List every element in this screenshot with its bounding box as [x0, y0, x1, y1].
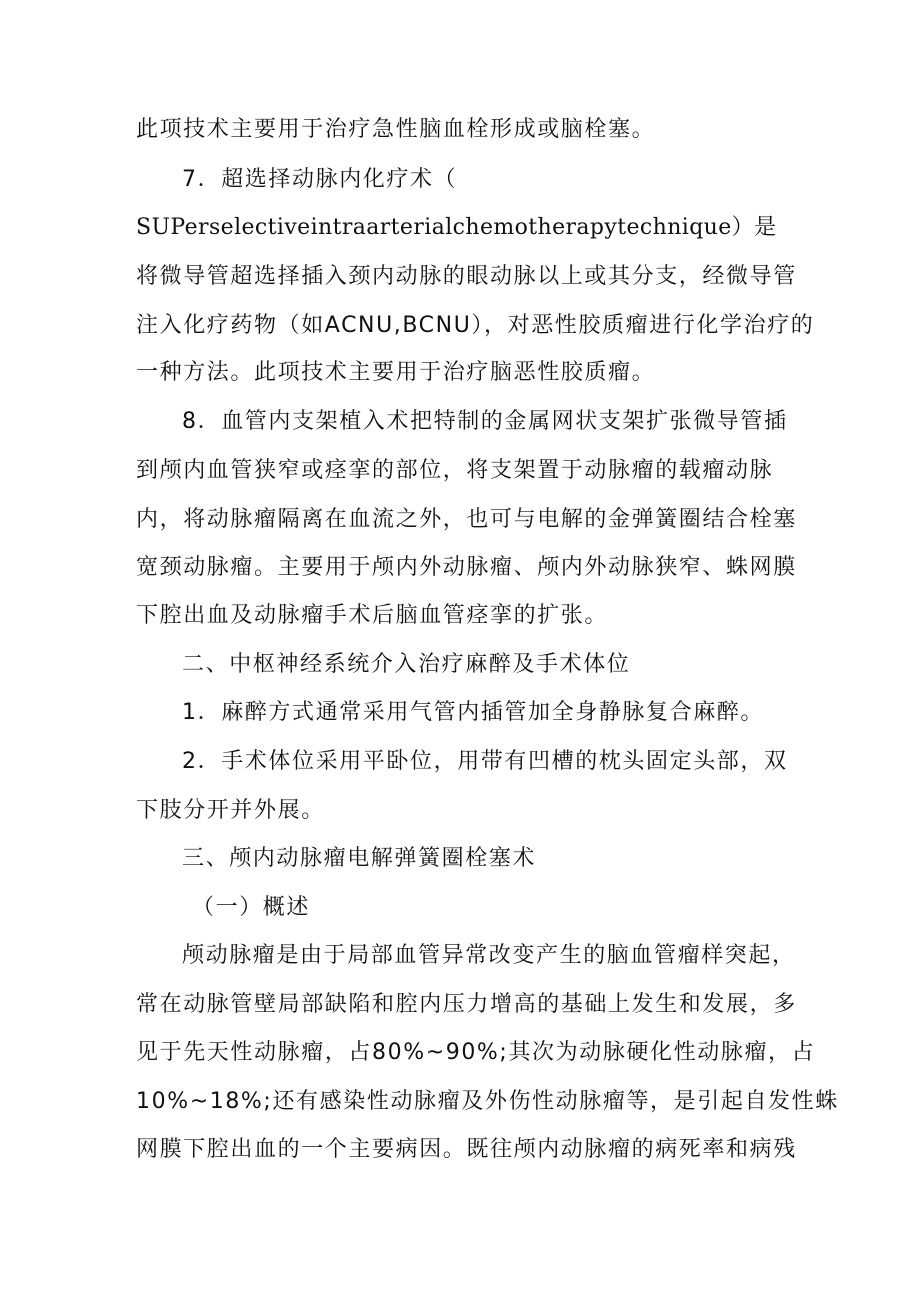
text-line: 常在动脉管壁局部缺陷和腔内压力增高的基础上发生和发展，多 — [136, 992, 797, 1017]
text-line: 1．麻醉方式通常采用气管内插管加全身静脉复合麻醉。 — [182, 700, 764, 725]
text-line: 内，将动脉瘤隔离在血流之外，也可与电解的金弹簧圈结合栓塞 — [136, 507, 797, 532]
text-line: 一种方法。此项技术主要用于治疗脑恶性胶质瘤。 — [136, 360, 656, 385]
text-line: SUPerselectiveintraarterialchemotherapytechnique）是 — [136, 215, 777, 240]
section-heading: 三、颅内动脉瘤电解弹簧圈栓塞术 — [182, 846, 537, 871]
text-line: 将微导管超选择插入颈内动脉的眼动脉以上或其分支，经微导管 — [136, 264, 797, 289]
text-line: 见于先天性动脉瘤，占80%~90%;其次为动脉硬化性动脉瘤，占 — [136, 1040, 816, 1065]
subsection-heading: （一）概述 — [192, 895, 311, 920]
section-heading: 二、中枢神经系统介入治疗麻醉及手术体位 — [182, 652, 631, 677]
text-line: 注入化疗药物（如ACNU,BCNU），对恶性胶质瘤进行化学治疗的 — [136, 313, 815, 338]
text-line: 此项技术主要用于治疗急性脑血栓形成或脑栓塞。 — [136, 117, 656, 142]
text-line: 2．手术体位采用平卧位，用带有凹槽的枕头固定头部，双 — [182, 749, 788, 774]
text-line: 网膜下腔出血的一个主要病因。既往颅内动脉瘤的病死率和病残 — [136, 1137, 797, 1162]
text-line: 7．超选择动脉内化疗术（ — [182, 167, 458, 192]
text-line: 下腔出血及动脉瘤手术后脑血管痉挛的扩张。 — [136, 603, 609, 628]
text-line: 下肢分开并外展。 — [136, 798, 325, 823]
text-line: 宽颈动脉瘤。主要用于颅内外动脉瘤、颅内外动脉狭窄、蛛网膜 — [136, 555, 797, 580]
text-line: 10%~18%;还有感染性动脉瘤及外伤性动脉瘤等，是引起自发性蛛 — [136, 1089, 839, 1114]
text-line: 颅动脉瘤是由于局部血管异常改变产生的脑血管瘤样突起， — [182, 943, 796, 968]
text-line: 到颅内血管狭窄或痉挛的部位，将支架置于动脉瘤的载瘤动脉 — [136, 458, 774, 483]
text-line: 8．血管内支架植入术把特制的金属网状支架扩张微导管插 — [182, 409, 788, 434]
